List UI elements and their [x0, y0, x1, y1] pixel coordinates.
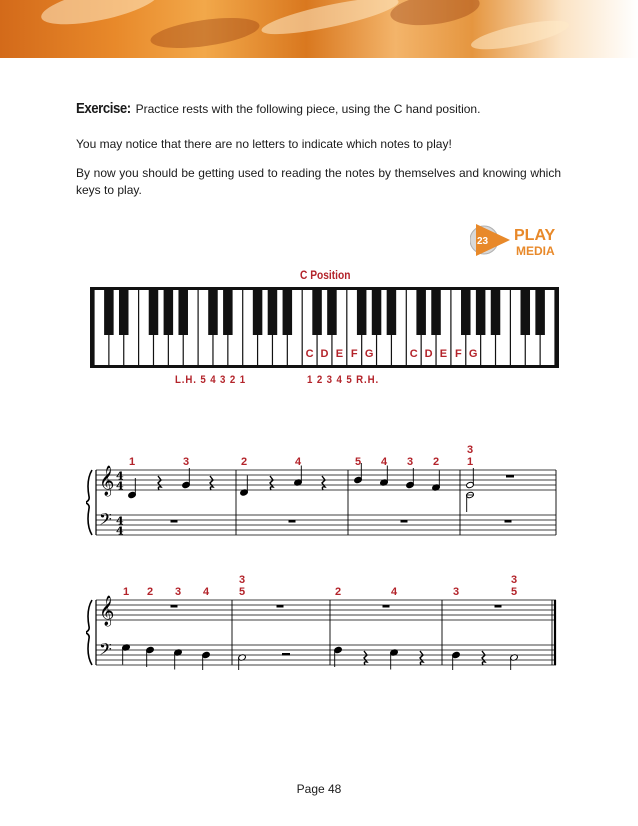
black-key: [119, 290, 129, 335]
brace: [86, 470, 92, 535]
exercise-line: [76, 100, 480, 118]
fingering: 2: [334, 586, 342, 598]
key-label: D: [424, 348, 433, 360]
key-label: E: [439, 348, 448, 360]
fingering: 1: [466, 456, 474, 468]
black-key: [416, 290, 426, 335]
header-banner: [0, 0, 638, 58]
time-signature-top: 4: [116, 514, 124, 528]
left-hand-fingering: L.H. 5 4 3 2 1: [175, 374, 246, 386]
fingering: 4: [294, 456, 302, 468]
right-hand-fingering: 1 2 3 4 5 R.H.: [307, 374, 380, 386]
time-signature-bottom: 4: [116, 479, 124, 493]
fingering: 4: [202, 586, 210, 598]
fingering: 1: [122, 586, 130, 598]
key-label: G: [468, 348, 478, 360]
black-key: [357, 290, 367, 335]
black-key: [476, 290, 486, 335]
fingering: 3: [510, 574, 518, 586]
black-key: [178, 290, 188, 335]
quarter-rest: [322, 476, 325, 490]
key-label: C: [305, 348, 314, 360]
treble-clef: 𝄞: [99, 466, 115, 496]
bass-clef: 𝄢: [99, 509, 112, 533]
paragraph-1: You may notice that there are no letters to indicate which notes to play!: [76, 137, 452, 151]
media-word: MEDIA: [516, 244, 555, 258]
treble-clef: 𝄞: [99, 596, 115, 626]
quarter-rest: [364, 651, 367, 665]
fingering: 3: [452, 586, 460, 598]
black-key: [312, 290, 322, 335]
black-key: [327, 290, 337, 335]
fingering: 5: [510, 586, 518, 598]
fingering: 2: [240, 456, 248, 468]
whole-rest: [383, 605, 390, 608]
fingering: 3: [182, 456, 190, 468]
piano-keyboard: [90, 287, 559, 368]
time-signature-top: 4: [116, 469, 124, 483]
black-key: [268, 290, 278, 335]
page-number: Page 48: [296, 782, 342, 796]
fingering: 3: [238, 574, 246, 586]
quarter-rest: [420, 651, 423, 665]
brace: [86, 600, 92, 665]
black-key: [253, 290, 263, 335]
fingering: 3: [174, 586, 182, 598]
fingering: 2: [146, 586, 154, 598]
whole-rest: [289, 520, 296, 523]
bass-clef: 𝄢: [99, 639, 112, 663]
paragraph-2: By now you should be getting used to reading the notes by themselves and knowing which keys to play.: [76, 166, 561, 197]
black-key: [223, 290, 233, 335]
whole-rest: [277, 605, 284, 608]
fingering: 5: [238, 586, 246, 598]
black-key: [149, 290, 159, 335]
black-key: [491, 290, 501, 335]
track-number: 23: [477, 236, 489, 247]
fingering: 5: [354, 456, 362, 468]
fingering: 1: [128, 456, 136, 468]
whole-rest: [171, 605, 178, 608]
key-label: F: [454, 348, 462, 360]
c-position-title: C Position: [300, 268, 351, 282]
whole-rest: [171, 520, 178, 523]
black-key: [372, 290, 382, 335]
key-label: G: [364, 348, 374, 360]
key-label: C: [409, 348, 418, 360]
key-label: D: [320, 348, 329, 360]
music-score: [86, 440, 561, 670]
play-media-button[interactable]: [470, 220, 560, 260]
fingering: 2: [432, 456, 440, 468]
whole-rest: [401, 520, 408, 523]
black-key: [431, 290, 441, 335]
whole-rest: [505, 520, 512, 523]
black-key: [535, 290, 545, 335]
black-key: [164, 290, 174, 335]
black-key: [283, 290, 293, 335]
play-word: PLAY: [514, 227, 556, 244]
half-rest: [282, 653, 290, 656]
black-key: [208, 290, 218, 335]
exercise-label: Exercise:: [76, 100, 131, 117]
fingering: 4: [390, 586, 398, 598]
black-key: [520, 290, 530, 335]
black-key: [461, 290, 471, 335]
whole-rest: [495, 605, 502, 608]
quarter-rest: [482, 651, 485, 665]
fingering: 4: [380, 456, 388, 468]
key-label: E: [335, 348, 344, 360]
quarter-rest: [270, 476, 273, 490]
fingering: 3: [406, 456, 414, 468]
key-label: F: [350, 348, 358, 360]
quarter-rest: [210, 476, 213, 490]
quarter-rest: [158, 476, 161, 490]
time-signature-bottom: 4: [116, 524, 124, 538]
black-key: [104, 290, 114, 335]
black-key: [387, 290, 397, 335]
fingering: 3: [466, 444, 474, 456]
half-rest: [506, 475, 514, 478]
exercise-instruction: Practice rests with the following piece, using the C hand position.: [135, 102, 481, 116]
